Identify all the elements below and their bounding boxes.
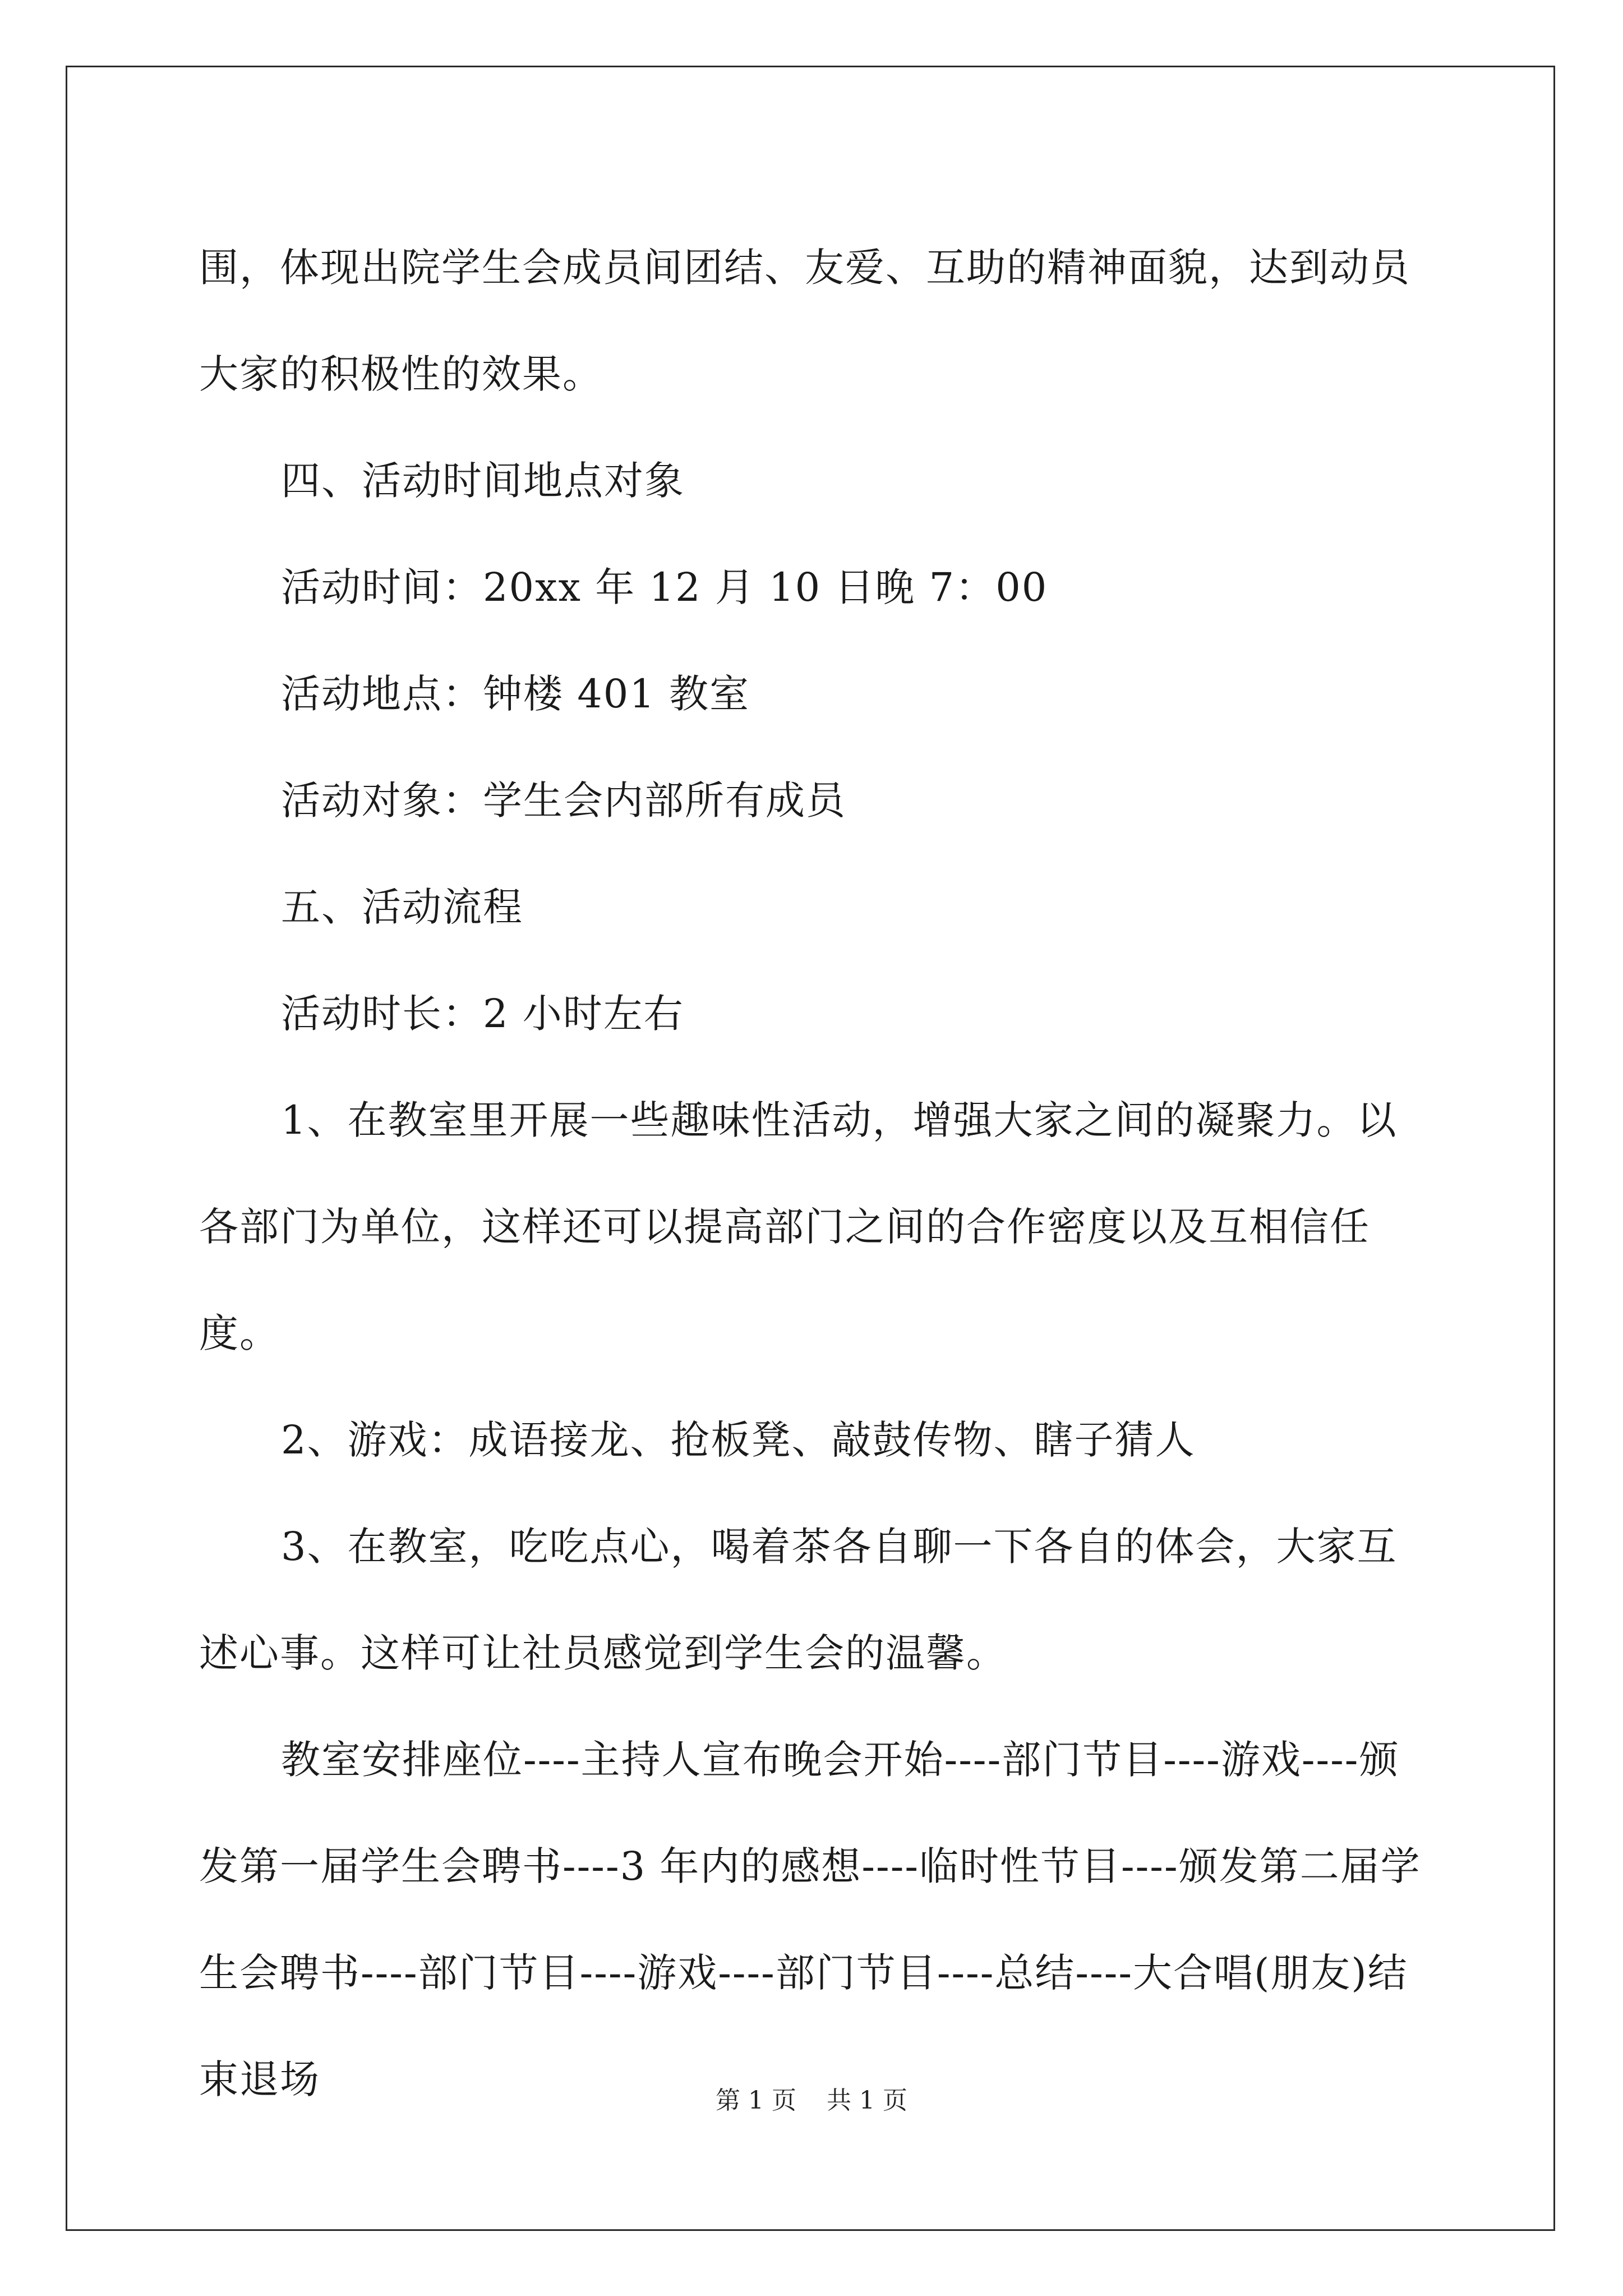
event-schedule: 教室安排座位----主持人宣布晚会开始----部门节目----游戏----颁发第一届学生会聘书----3 年内的感想----临时性节目----颁发第二届学生会聘书----部门节目----游戏----部门节目----总结----大合唱(朋友)结束退场	[199, 1737, 1421, 2102]
process-item-3: 3、在教室，吃吃点心，喝着茶各自聊一下各自的体会，大家互述心事。这样可让社员感觉到学生会的温馨。	[199, 1524, 1398, 1676]
paragraph-intro-continuation: 围，体现出院学生会成员间团结、友爱、互助的精神面貌，达到动员大家的积极性的效果。	[199, 245, 1410, 397]
process-item-2: 2、游戏：成语接龙、抢板凳、敲鼓传物、瞎子猜人	[281, 1417, 1196, 1463]
activity-location: 活动地点：钟楼 401 教室	[281, 671, 750, 717]
process-item-1: 1、在教室里开展一些趣味性活动，增强大家之间的凝聚力。以各部门为单位，这样还可以提高部门之间的合作密度以及互相信任度。	[199, 1097, 1398, 1356]
section-heading-process: 五、活动流程	[281, 884, 523, 930]
page-footer	[0, 2084, 1623, 2118]
page-number: 第 1 页	[716, 2086, 796, 2115]
document-body	[199, 214, 1427, 2133]
activity-time: 活动时间：20xx 年 12 月 10 日晚 7：00	[281, 564, 1048, 610]
page-total: 共 1 页	[827, 2086, 907, 2115]
section-heading-time-place: 四、活动时间地点对象	[281, 458, 685, 504]
activity-audience: 活动对象：学生会内部所有成员	[281, 777, 846, 823]
activity-duration: 活动时长：2 小时左右	[281, 991, 684, 1037]
